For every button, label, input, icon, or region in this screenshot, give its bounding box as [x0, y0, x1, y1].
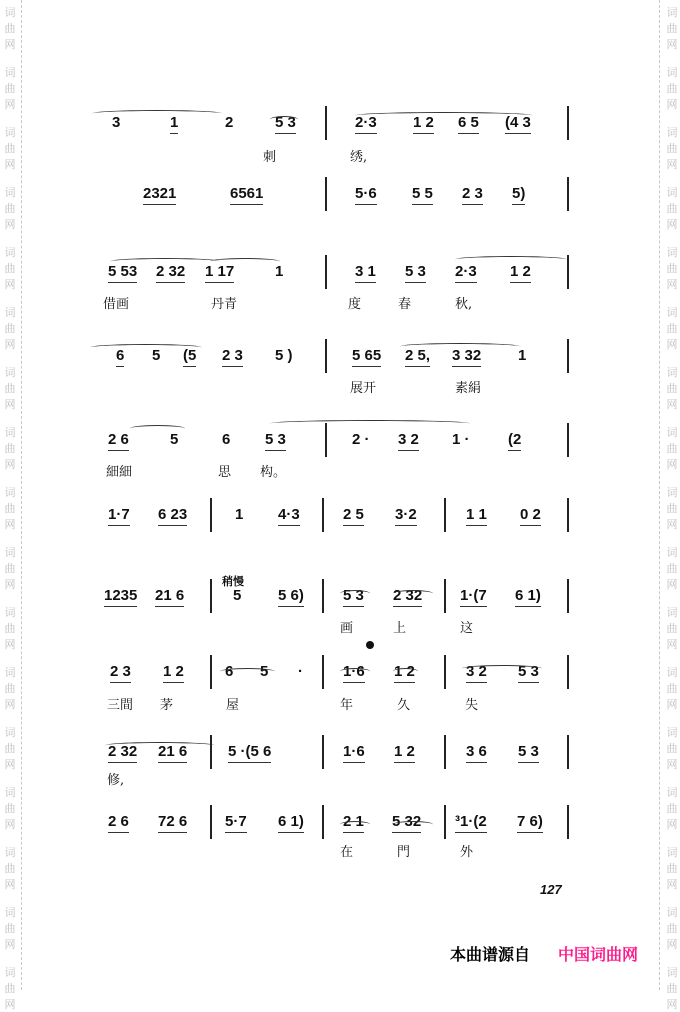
watermark-char: 词 — [666, 66, 678, 79]
watermark-char: 曲 — [666, 142, 678, 155]
bar-line — [325, 177, 327, 211]
watermark-char: 曲 — [4, 142, 16, 155]
watermark-char: 词 — [666, 366, 678, 379]
bar-line — [322, 655, 324, 689]
watermark-char: 曲 — [4, 742, 16, 755]
lyric-text: 三間 — [107, 698, 134, 713]
watermark-char: 词 — [666, 726, 678, 739]
watermark-char: 词 — [4, 726, 16, 739]
watermark-char: 词 — [4, 906, 16, 919]
lyric-text: 門 — [397, 845, 411, 860]
watermark-char: 词 — [4, 306, 16, 319]
slur-mark — [210, 258, 280, 265]
note-group: 1·6 — [343, 664, 365, 683]
lyric-text: 展开 — [350, 381, 377, 396]
watermark-char: 曲 — [4, 262, 16, 275]
watermark-char: 网 — [4, 818, 16, 831]
watermark-char: 词 — [666, 186, 678, 199]
note-group: 5 3 — [518, 744, 539, 763]
note-group: 2 5, — [405, 348, 430, 367]
footer-source-label: 本曲谱源自 — [450, 945, 531, 964]
lyric-text: 这 — [460, 621, 474, 636]
lyric-text: 画 — [340, 621, 354, 636]
lyric-text: 绣, — [350, 150, 368, 165]
note-group: 5 — [152, 347, 161, 364]
watermark-char: 网 — [666, 518, 678, 531]
note-group: 2 3 — [222, 348, 243, 367]
note-group: 5) — [512, 186, 525, 205]
watermark-char: 词 — [666, 906, 678, 919]
watermark-char: 词 — [666, 546, 678, 559]
watermark-char: 网 — [666, 638, 678, 651]
watermark-char: 词 — [666, 846, 678, 859]
watermark-char: 词 — [666, 606, 678, 619]
watermark-char: 网 — [666, 38, 678, 51]
note-group: 1 1 — [466, 507, 487, 526]
note-group: 1·6 — [343, 744, 365, 763]
note-group: 5 — [170, 431, 179, 448]
watermark-char: 曲 — [666, 442, 678, 455]
watermark-char: 曲 — [4, 802, 16, 815]
watermark-char: 网 — [4, 338, 16, 351]
note-group: 4·3 — [278, 507, 300, 526]
note-group: 1 2 — [394, 744, 415, 763]
note-group: 2321 — [143, 186, 176, 205]
watermark-char: 曲 — [4, 562, 16, 575]
note-group: (4 3 — [505, 115, 531, 134]
bar-line — [567, 423, 569, 457]
slur-mark — [270, 116, 298, 123]
watermark-char: 词 — [4, 786, 16, 799]
lyric-text: 屋 — [226, 698, 240, 713]
note-group: 1 2 — [163, 664, 184, 683]
note-group: 3 6 — [466, 744, 487, 763]
note-group: 5 3 — [405, 264, 426, 283]
watermark-char: 词 — [666, 666, 678, 679]
watermark-char: 网 — [4, 758, 16, 771]
note-group: 2 · — [352, 431, 370, 448]
note-group: 6 — [225, 663, 234, 680]
watermark-char: 网 — [4, 518, 16, 531]
watermark-char: 网 — [4, 638, 16, 651]
bar-line — [444, 579, 446, 613]
slur-mark — [90, 344, 202, 351]
bar-line — [325, 106, 327, 140]
watermark-char: 词 — [666, 306, 678, 319]
note-group: 6 — [116, 348, 124, 367]
watermark-char: 词 — [4, 126, 16, 139]
bar-line — [444, 655, 446, 689]
note-group: 5 3 — [275, 115, 296, 134]
note-group: 6 23 — [158, 507, 187, 526]
lyric-text: 失 — [465, 698, 479, 713]
note-group: 5 ) — [275, 347, 293, 364]
note-group: 2 1 — [343, 814, 364, 833]
note-group: 6561 — [230, 186, 263, 205]
lyric-text: 修, — [107, 773, 125, 788]
note-group: · — [298, 663, 303, 680]
note-group: 3·2 — [395, 507, 417, 526]
watermark-char: 网 — [4, 698, 16, 711]
note-group: 2 — [225, 114, 234, 131]
note-group: 21 6 — [158, 744, 187, 763]
note-group: 5 3 — [343, 588, 364, 607]
slur-mark — [340, 668, 370, 675]
bar-line — [210, 655, 212, 689]
slur-mark — [393, 590, 433, 597]
watermark-char: 网 — [666, 938, 678, 951]
bar-line — [325, 423, 327, 457]
note-group: 1 — [275, 263, 284, 280]
watermark-char: 词 — [666, 6, 678, 19]
note-group: 2·3 — [455, 264, 477, 283]
watermark-left — [0, 0, 20, 1011]
slur-mark — [340, 821, 370, 828]
note-group: 3 — [112, 114, 121, 131]
bar-line — [210, 805, 212, 839]
watermark-char: 曲 — [4, 622, 16, 635]
note-group: 2 5 — [343, 507, 364, 526]
note-group: 1 2 — [394, 664, 415, 683]
note-group: 5·7 — [225, 814, 247, 833]
lyric-text: 在 — [340, 845, 354, 860]
watermark-char: 网 — [666, 998, 678, 1011]
lyric-text: 秋, — [455, 297, 473, 312]
bar-line — [210, 735, 212, 769]
slur-mark — [105, 742, 215, 749]
watermark-char: 网 — [666, 158, 678, 171]
watermark-char: 网 — [4, 458, 16, 471]
note-group: 72 6 — [158, 814, 187, 833]
lyric-text: 丹青 — [211, 297, 238, 312]
bar-line — [322, 579, 324, 613]
note-group: 5 — [233, 587, 242, 604]
watermark-char: 曲 — [666, 82, 678, 95]
note-group: 5·6 — [355, 186, 377, 205]
tempo-marking: 稍慢 — [222, 575, 244, 588]
watermark-char: 曲 — [4, 22, 16, 35]
watermark-char: 曲 — [666, 922, 678, 935]
watermark-char: 词 — [4, 6, 16, 19]
lyric-text: 春 — [398, 297, 412, 312]
watermark-char: 曲 — [666, 862, 678, 875]
watermark-char: 曲 — [4, 862, 16, 875]
page-number: 127 — [540, 882, 562, 897]
watermark-char: 网 — [666, 698, 678, 711]
note-group: 5 53 — [108, 264, 137, 283]
note-group: 2 32 — [156, 264, 185, 283]
bar-line — [322, 498, 324, 532]
slur-mark — [393, 668, 418, 675]
lyric-text: 久 — [397, 698, 411, 713]
lyric-text: 借画 — [103, 297, 130, 312]
note-group: 3 1 — [355, 264, 376, 283]
lyric-text: 度 — [348, 297, 362, 312]
slur-mark — [462, 665, 542, 672]
note-group: 5 3 — [518, 664, 539, 683]
bar-line — [567, 255, 569, 289]
watermark-divider-right — [659, 0, 660, 990]
watermark-char: 曲 — [666, 562, 678, 575]
note-group: 5 32 — [392, 814, 421, 833]
slur-mark — [110, 258, 220, 265]
watermark-char: 网 — [4, 218, 16, 231]
slur-mark — [220, 668, 275, 675]
lyric-text: 上 — [393, 621, 407, 636]
watermark-char: 网 — [666, 578, 678, 591]
watermark-char: 词 — [666, 426, 678, 439]
watermark-char: 词 — [4, 966, 16, 979]
watermark-char: 词 — [666, 246, 678, 259]
watermark-char: 曲 — [4, 682, 16, 695]
note-group: 6 1) — [278, 814, 304, 833]
watermark-char: 词 — [4, 366, 16, 379]
watermark-char: 词 — [666, 126, 678, 139]
watermark-char: 网 — [666, 818, 678, 831]
note-group: 5 3 — [265, 432, 286, 451]
note-group: 1 — [518, 347, 527, 364]
note-group: 1·7 — [108, 507, 130, 526]
footer-site-link[interactable]: 中国词曲网 — [558, 945, 639, 964]
bar-line — [567, 655, 569, 689]
watermark-char: 网 — [4, 878, 16, 891]
note-group: 21 6 — [155, 588, 184, 607]
watermark-char: 网 — [666, 878, 678, 891]
lyric-text: 年 — [340, 698, 354, 713]
watermark-char: 词 — [4, 666, 16, 679]
note-group: 2·3 — [355, 115, 377, 134]
watermark-char: 网 — [666, 398, 678, 411]
watermark-char: 网 — [666, 278, 678, 291]
watermark-char: 网 — [4, 578, 16, 591]
watermark-char: 词 — [4, 246, 16, 259]
note-group: 3 32 — [452, 348, 481, 367]
lyric-text: 构。 — [260, 465, 287, 480]
bar-line — [567, 498, 569, 532]
watermark-char: 网 — [4, 38, 16, 51]
slur-mark — [455, 256, 567, 263]
note-group: 1·(7 — [460, 588, 487, 607]
bar-line — [322, 735, 324, 769]
watermark-char: 网 — [4, 938, 16, 951]
bar-line — [444, 735, 446, 769]
lyric-text: 刺 — [263, 150, 277, 165]
watermark-char: 曲 — [666, 622, 678, 635]
note-group: 1 2 — [413, 115, 434, 134]
watermark-right — [662, 0, 680, 1011]
watermark-char: 网 — [4, 398, 16, 411]
note-group: 5 6) — [278, 588, 304, 607]
note-group: 6 5 — [458, 115, 479, 134]
note-group: 2 3 — [110, 664, 131, 683]
note-group: 1 2 — [510, 264, 531, 283]
watermark-char: 曲 — [666, 502, 678, 515]
note-group: 3 2 — [398, 432, 419, 451]
note-group: 6 — [222, 431, 231, 448]
bar-line — [210, 498, 212, 532]
note-group: 1 · — [452, 431, 470, 448]
bar-line — [325, 339, 327, 373]
watermark-char: 词 — [666, 966, 678, 979]
note-group: 2 3 — [462, 186, 483, 205]
watermark-char: 曲 — [666, 202, 678, 215]
slur-mark — [393, 821, 433, 828]
watermark-char: 曲 — [4, 922, 16, 935]
watermark-char: 词 — [4, 486, 16, 499]
lyric-text: 外 — [460, 845, 474, 860]
watermark-char: 网 — [666, 218, 678, 231]
watermark-char: 网 — [4, 278, 16, 291]
watermark-char: 网 — [666, 458, 678, 471]
lyric-text: 細細 — [106, 465, 133, 480]
lyric-text: 思 — [218, 465, 232, 480]
watermark-char: 曲 — [4, 202, 16, 215]
note-group: 2 32 — [393, 588, 422, 607]
watermark-char: 网 — [4, 158, 16, 171]
note-group: (2 — [508, 432, 521, 451]
bar-line — [567, 177, 569, 211]
slur-mark — [400, 343, 520, 350]
watermark-char: 曲 — [4, 82, 16, 95]
bar-line — [567, 805, 569, 839]
slur-mark — [270, 420, 470, 427]
watermark-char: 网 — [666, 98, 678, 111]
watermark-char: 词 — [4, 546, 16, 559]
ink-dot — [366, 641, 374, 649]
watermark-char: 曲 — [666, 382, 678, 395]
slur-mark — [92, 110, 222, 117]
note-group: 2 6 — [108, 432, 129, 451]
note-group: 1 — [170, 115, 178, 134]
watermark-char: 词 — [4, 426, 16, 439]
watermark-char: 曲 — [4, 502, 16, 515]
bar-line — [444, 805, 446, 839]
bar-line — [322, 805, 324, 839]
watermark-char: 曲 — [666, 682, 678, 695]
watermark-char: 网 — [4, 998, 16, 1011]
note-group: 2 6 — [108, 814, 129, 833]
note-group: 5 65 — [352, 348, 381, 367]
note-group: 6 1) — [515, 588, 541, 607]
watermark-char: 词 — [4, 186, 16, 199]
watermark-char: 网 — [4, 98, 16, 111]
slur-mark — [340, 590, 370, 597]
watermark-char: 曲 — [666, 742, 678, 755]
slur-mark — [355, 112, 533, 119]
watermark-char: 词 — [4, 66, 16, 79]
bar-line — [444, 498, 446, 532]
note-group: 5 — [260, 663, 269, 680]
lyric-text: 素絹 — [455, 381, 482, 396]
bar-line — [567, 735, 569, 769]
watermark-char: 词 — [666, 786, 678, 799]
slur-mark — [130, 425, 185, 432]
bar-line — [325, 255, 327, 289]
note-group: 3 2 — [466, 664, 487, 683]
bar-line — [567, 339, 569, 373]
watermark-char: 曲 — [666, 322, 678, 335]
watermark-char: 曲 — [4, 982, 16, 995]
watermark-char: 曲 — [666, 802, 678, 815]
watermark-char: 曲 — [4, 442, 16, 455]
watermark-char: 曲 — [666, 262, 678, 275]
watermark-char: 网 — [666, 758, 678, 771]
note-group: ³1·(2 — [455, 814, 487, 833]
watermark-char: 曲 — [4, 382, 16, 395]
watermark-char: 词 — [4, 606, 16, 619]
note-group: 1 17 — [205, 264, 234, 283]
watermark-char: 词 — [666, 486, 678, 499]
note-group: (5 — [183, 348, 196, 367]
note-group: 7 6) — [517, 814, 543, 833]
note-group: 0 2 — [520, 507, 541, 526]
watermark-char: 网 — [666, 338, 678, 351]
bar-line — [567, 579, 569, 613]
watermark-char: 曲 — [666, 22, 678, 35]
note-group: 1 — [235, 506, 244, 523]
watermark-char: 曲 — [4, 322, 16, 335]
note-group: 5 ·(5 6 — [228, 744, 271, 763]
watermark-char: 曲 — [666, 982, 678, 995]
note-group: 5 5 — [412, 186, 433, 205]
watermark-char: 词 — [4, 846, 16, 859]
lyric-text: 茅 — [160, 698, 174, 713]
bar-line — [567, 106, 569, 140]
bar-line — [210, 579, 212, 613]
note-group: 1235 — [104, 588, 137, 607]
watermark-divider-left — [21, 0, 22, 990]
note-group: 2 32 — [108, 744, 137, 763]
